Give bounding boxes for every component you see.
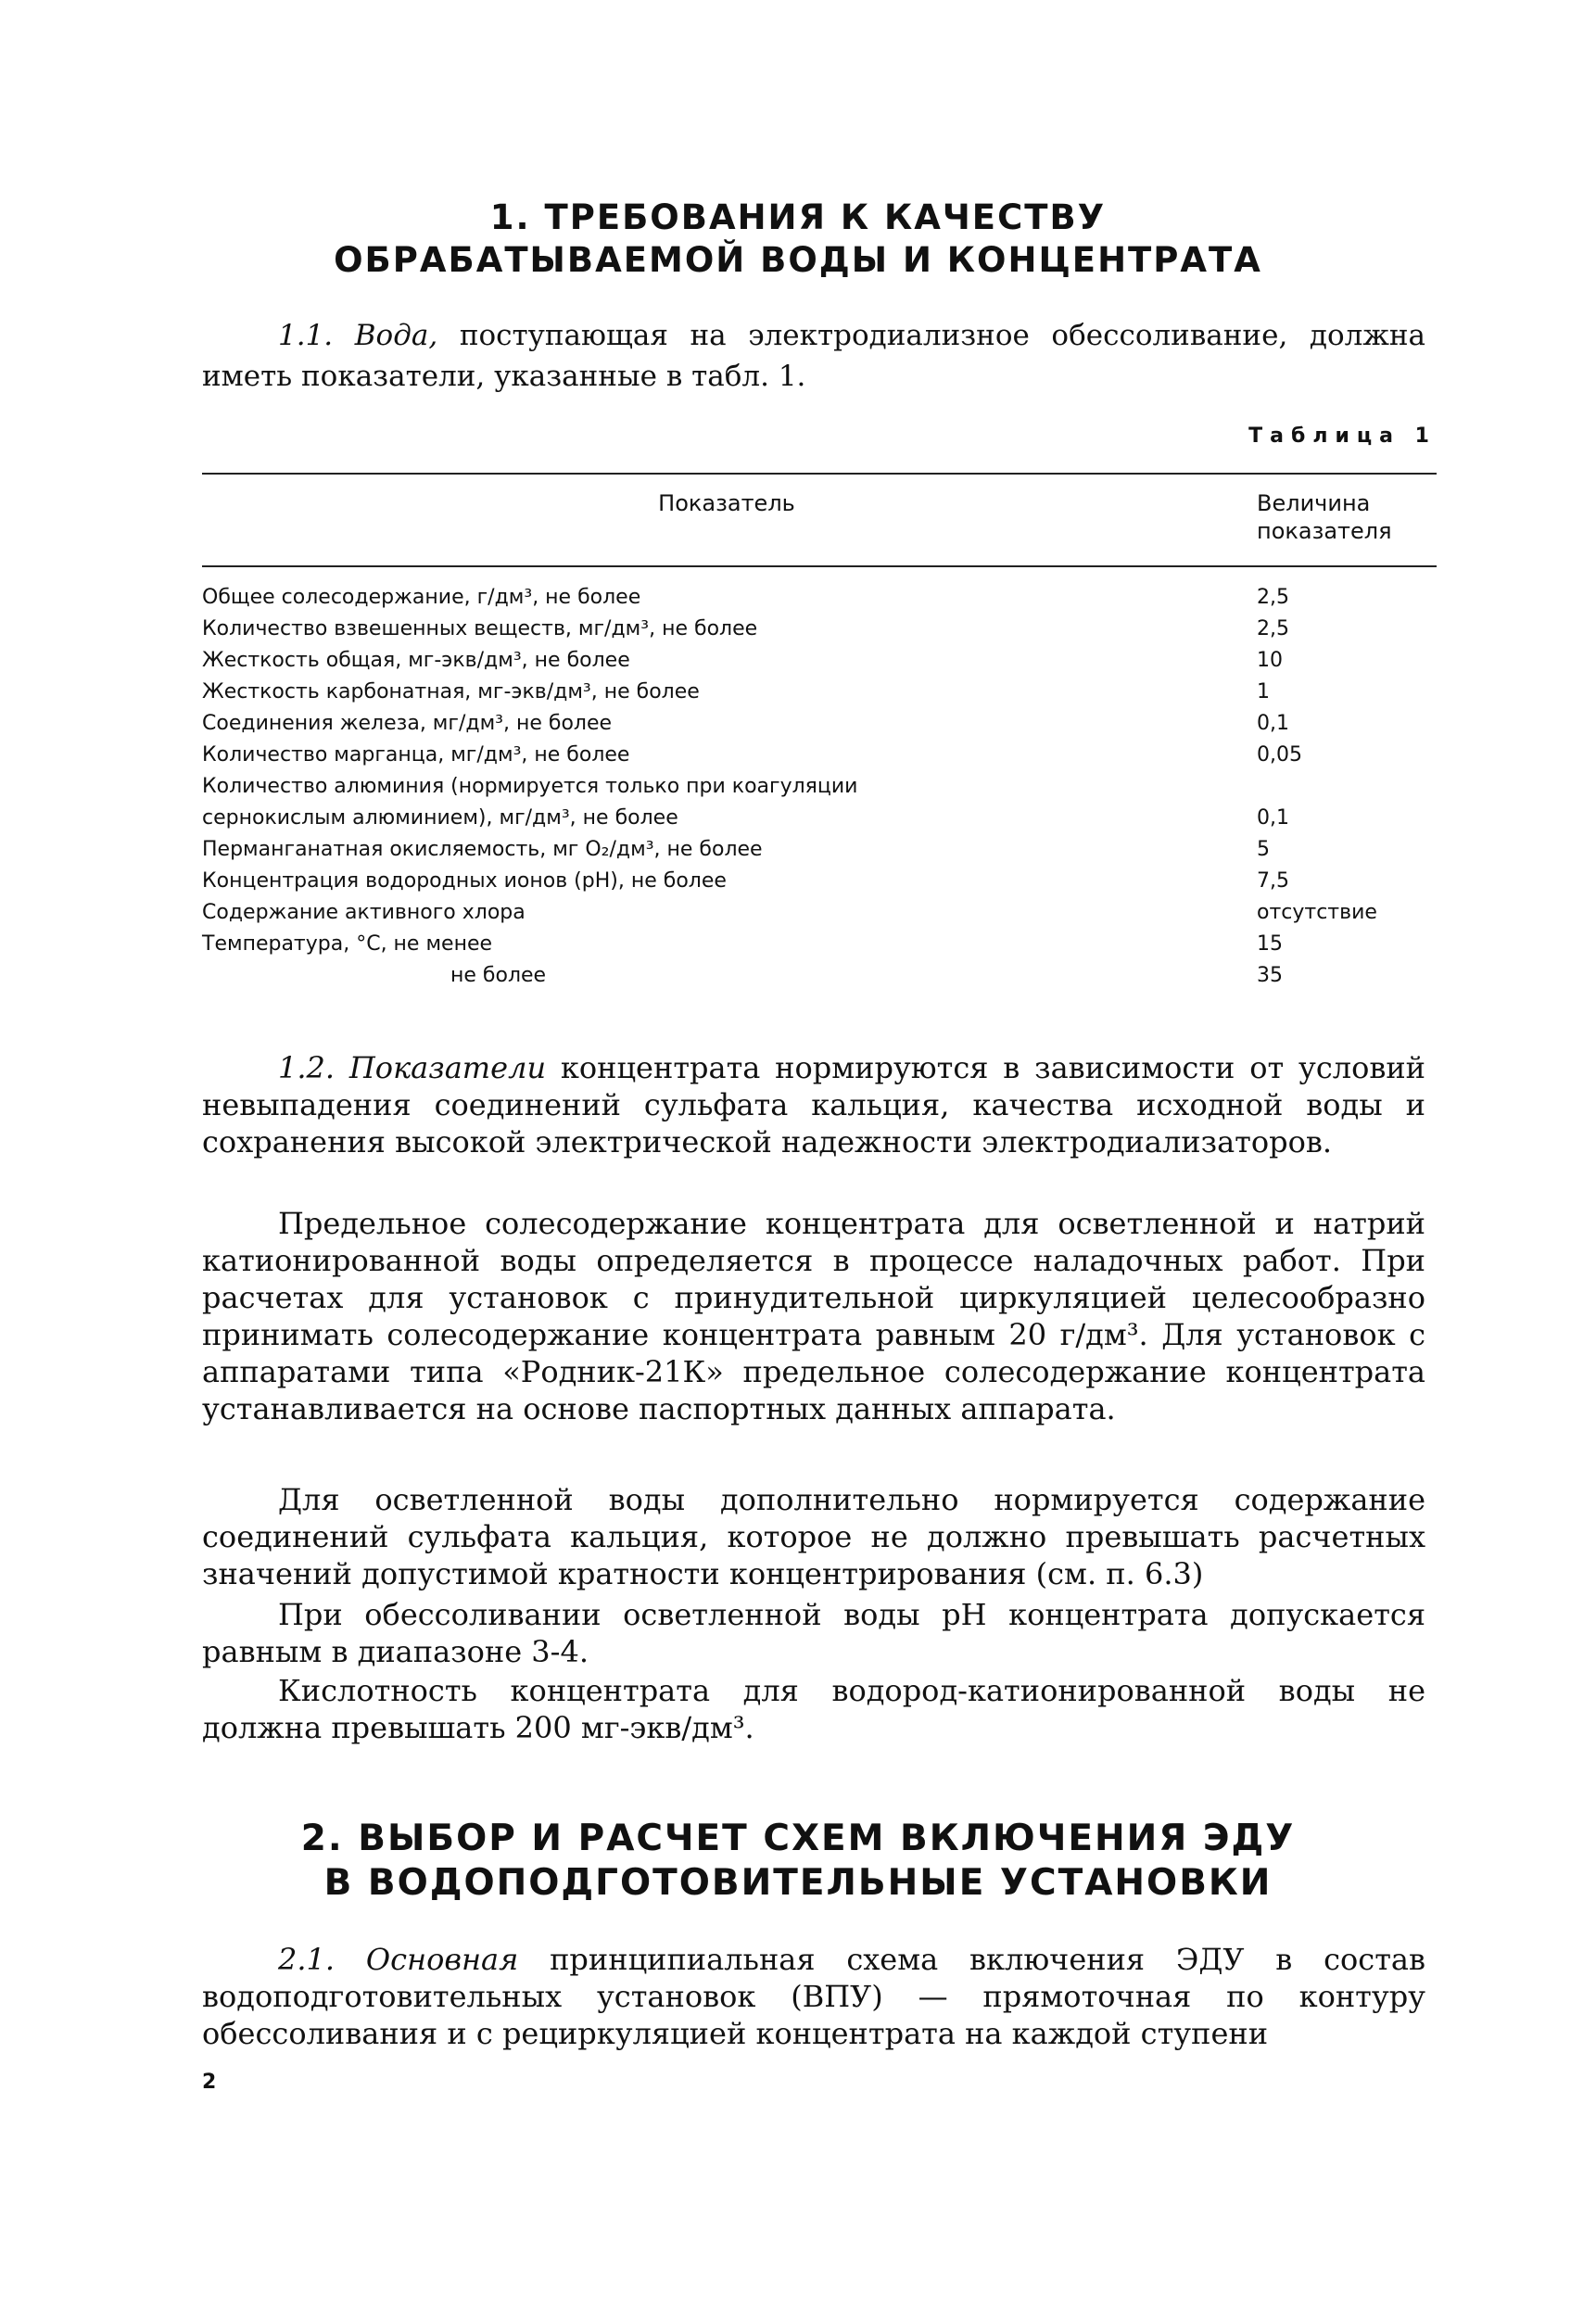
table-header-value: Величина показателя — [1257, 490, 1392, 544]
paragraph-1-2-acidity: Кислотность концентрата для водород-катионированной воды не должна превышать 200 мг-экв/дм³. — [202, 1673, 1425, 1745]
table-cell-value: 5 — [1257, 838, 1270, 861]
section-1-title-line-1: 1. ТРЕБОВАНИЯ К КАЧЕСТВУ — [489, 197, 1107, 237]
table-label: Таблица 1 — [1248, 425, 1437, 448]
section-2-heading — [0, 1817, 1596, 1906]
table-cell-value: 0,1 — [1257, 806, 1289, 830]
table-cell-value: 15 — [1257, 932, 1283, 956]
table-cell-parameter: Жесткость общая, мг-экв/дм³, не более — [202, 649, 630, 672]
table-header-parameter: Показатель — [658, 490, 795, 516]
table-cell-value: 2,5 — [1257, 586, 1289, 609]
table-row — [202, 582, 1444, 614]
paragraph-text: принципиальная схема включения ЭДУ в состав водоподготовительных установок (ВПУ) — прямоточная по контуру обессоливания и с рециркуляцией концентрата на каждой ступени — [202, 1942, 1426, 2051]
table-cell-parameter: Жесткость карбонатная, мг-экв/дм³, не более — [202, 680, 700, 703]
table-row — [202, 771, 1444, 803]
paragraph-1-2-salinity: Предельное солесодержание концентрата для осветленной и натрий катионированной воды определяется в процессе наладочных работ. При расчетах для установок с принудительной циркуляцией целесообразно принимать солесодержание концентрата равным 20 г/дм³. Для установок с аппаратами типа «Родник-21К» предельное солесодержание концентрата устанавливается на основе паспортных данных аппарата. — [202, 1206, 1425, 1426]
table-cell-parameter: Температура, °С, не менее — [202, 932, 493, 956]
table-cell-value: отсутствие — [1257, 901, 1377, 924]
table-header-rule — [202, 565, 1437, 567]
paragraph-2-1 — [202, 1941, 1425, 2052]
paragraph-lead: Вода, — [354, 319, 438, 352]
table-cell-parameter: Соединения железа, мг/дм³, не более — [202, 712, 613, 735]
table-row — [202, 960, 1444, 992]
page-number: 2 — [202, 2071, 217, 2094]
table-cell-parameter: Общее солесодержание, г/дм³, не более — [202, 586, 641, 609]
table-cell-parameter: Количество взвешенных веществ, мг/дм³, не более — [202, 617, 758, 640]
table-row — [202, 708, 1444, 740]
paragraph-lead: Основная — [365, 1942, 519, 1977]
table-cell-parameter: Количество алюминия (нормируется только при коагуляции — [202, 775, 858, 798]
table-cell-value: 10 — [1257, 649, 1283, 672]
table-cell-value: 0,05 — [1257, 743, 1302, 767]
paragraph-number: 1.1. — [278, 319, 334, 352]
table-cell-value: 2,5 — [1257, 617, 1289, 640]
table-row — [202, 677, 1444, 708]
paragraph-1-1 — [202, 315, 1425, 397]
table-row — [202, 740, 1444, 771]
table-row — [202, 897, 1444, 929]
table-row — [202, 614, 1444, 645]
table-cell-parameter: Перманганатная окисляемость, мг О₂/дм³, не более — [202, 838, 763, 861]
paragraph-1-2 — [202, 1049, 1425, 1160]
section-1-heading — [0, 196, 1596, 282]
table-top-rule — [202, 473, 1437, 475]
table-cell-value: 35 — [1257, 964, 1283, 987]
section-2-title-line-2: В ВОДОПОДГОТОВИТЕЛЬНЫЕ УСТАНОВКИ — [323, 1862, 1273, 1904]
table-cell-parameter: Количество марганца, мг/дм³, не более — [202, 743, 630, 767]
table-cell-parameter: не более — [450, 964, 547, 987]
section-2-title-line-1: 2. ВЫБОР И РАСЧЕТ СХЕМ ВКЛЮЧЕНИЯ ЭДУ — [300, 1818, 1296, 1859]
paragraph-number: 1.2. — [278, 1050, 336, 1085]
paragraph-number: 2.1. — [278, 1942, 336, 1977]
paragraph-lead: Показатели — [348, 1050, 547, 1085]
paragraph-1-2-sulfate: Для осветленной воды дополнительно нормируется содержание соединений сульфата кальция, которое не должно превышать расчетных значений допустимой кратности концентрирования (см. п. 6.3) — [202, 1482, 1425, 1591]
table-row — [202, 866, 1444, 897]
table-row — [202, 645, 1444, 677]
table-cell-parameter: сернокислым алюминием), мг/дм³, не более — [202, 806, 678, 830]
table-cell-value: 0,1 — [1257, 712, 1289, 735]
table-cell-value: 7,5 — [1257, 869, 1289, 893]
table-cell-parameter: Содержание активного хлора — [202, 901, 526, 924]
table-row — [202, 834, 1444, 866]
table-row — [202, 803, 1444, 834]
table-body — [202, 582, 1444, 992]
section-1-title-line-2: ОБРАБАТЫВАЕМОЙ ВОДЫ И КОНЦЕНТРАТА — [334, 240, 1262, 280]
table-cell-parameter: Концентрация водородных ионов (pH), не более — [202, 869, 727, 893]
table-row — [202, 929, 1444, 960]
table-cell-value: 1 — [1257, 680, 1270, 703]
paragraph-text: концентрата нормируются в зависимости от условий невыпадения соединений сульфата кальция, качества исходной воды и сохранения высокой электрической надежности электродиализаторов. — [202, 1050, 1426, 1160]
paragraph-text: поступающая на электродиализное обессоливание, должна иметь показатели, указанные в табл. 1. — [202, 319, 1426, 393]
paragraph-1-2-ph: При обессоливании осветленной воды pH концентрата допускается равным в диапазоне 3-4. — [202, 1597, 1425, 1669]
